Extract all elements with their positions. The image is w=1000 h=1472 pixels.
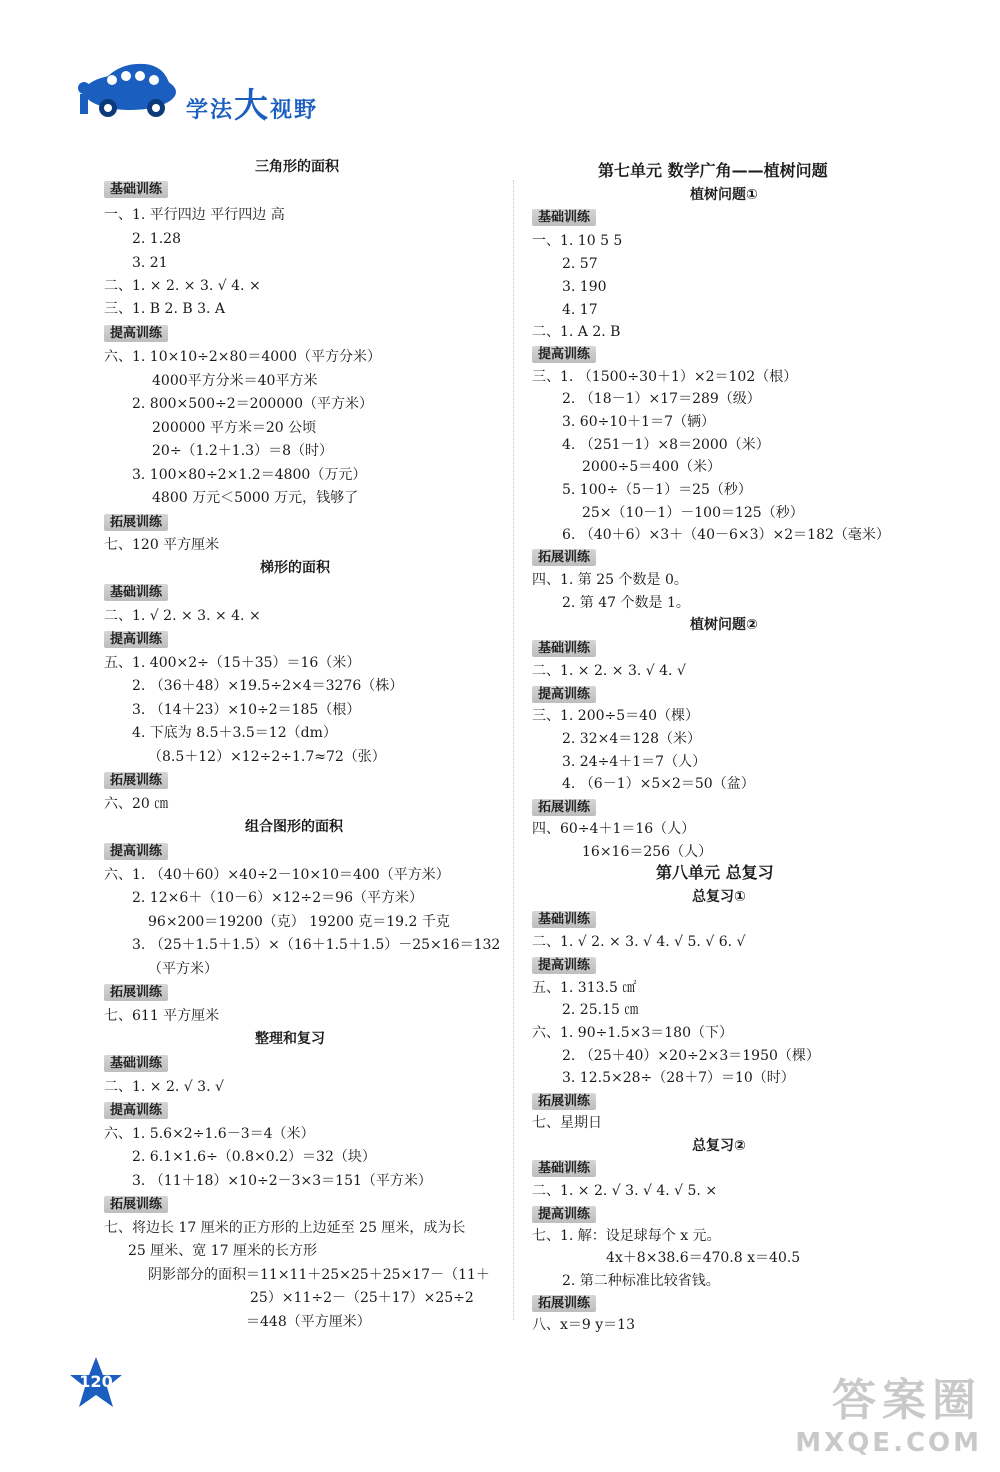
answer-line: 3. 190 <box>562 279 607 295</box>
answer-line: 一、1. 10 5 5 <box>532 233 623 249</box>
answer-line: 96×200＝19200（克） 19200 克＝19.2 千克 <box>148 914 450 930</box>
answer-line: 3. 12.5×28÷（28＋7）＝10（时） <box>562 1070 795 1086</box>
tag-label: 提高训练 <box>532 957 596 974</box>
answer-line: 六、1. 90÷1.5×3＝180（下） <box>532 1025 733 1041</box>
answer-line: 五、1. 313.5 ㎠ <box>532 980 637 996</box>
tag-label: 拓展训练 <box>532 1093 596 1110</box>
section-title: 植树问题① <box>690 187 758 203</box>
answer-line: 八、x＝9 y＝13 <box>532 1317 635 1333</box>
car-icon <box>70 50 190 120</box>
answer-line: 2. 25.15 ㎝ <box>562 1002 639 1018</box>
answer-line: （8.5＋12）×12÷2÷1.7≈72（张） <box>148 749 386 765</box>
answer-line: 六、1. 5.6×2÷1.6－3＝4（米） <box>104 1126 315 1142</box>
answer-line: 6. （40＋6）×3＋（40－6×3）×2＝182（毫米） <box>562 527 890 543</box>
answer-line: 2. 6.1×1.6÷（0.8×0.2）＝32（块） <box>132 1149 376 1165</box>
answer-line: 4x＋8×38.6＝470.8 x＝40.5 <box>606 1250 801 1266</box>
answer-line: 二、1. √ 2. × 3. × 4. × <box>104 608 261 624</box>
tag-label: 提高训练 <box>532 1206 596 1223</box>
tag-label: 提高训练 <box>104 325 168 342</box>
answer-line: 七、611 平方厘米 <box>104 1008 220 1024</box>
watermark <box>795 1364 982 1458</box>
answer-line: 200000 平方米＝20 公顷 <box>152 420 317 436</box>
tag-label: 提高训练 <box>532 346 596 363</box>
answer-line: 二、1. × 2. × 3. √ 4. × <box>104 278 261 294</box>
answer-line: 七、120 平方厘米 <box>104 537 220 553</box>
answer-line: 5. 100÷（5－1）＝25（秒） <box>562 482 752 498</box>
section-title: 总复习① <box>692 889 746 905</box>
tag-label: 拓展训练 <box>104 772 168 789</box>
watermark-big: 答案圈 <box>832 1375 982 1426</box>
answer-line: 六、1. （40＋60）×40÷2－10×10＝400（平方米） <box>104 867 450 883</box>
answer-line: 3. 21 <box>132 255 168 271</box>
tag-label: 拓展训练 <box>532 799 596 816</box>
answer-line: 4. 17 <box>562 302 598 318</box>
answer-line: 三、1. 200÷5＝40（棵） <box>532 708 699 724</box>
answer-line: 3. （14＋23）×10÷2＝185（根） <box>132 702 361 718</box>
answer-line: 六、20 ㎝ <box>104 796 169 812</box>
answer-line: 3. （25＋1.5＋1.5）×（16＋1.5＋1.5）－25×16＝132 <box>132 937 501 953</box>
answer-line: 2. （25＋40）×20÷2×3＝1950（棵） <box>562 1048 820 1064</box>
answer-line: 4. （251－1）×8＝2000（米） <box>562 437 770 453</box>
answer-line: 4000平方分米＝40平方米 <box>152 373 318 389</box>
tag-label: 提高训练 <box>104 843 168 860</box>
answer-line: 25 厘米、宽 17 厘米的长方形 <box>128 1243 317 1259</box>
tag-label: 基础训练 <box>532 1160 596 1177</box>
answer-line: 4800 万元＜5000 万元，钱够了 <box>152 490 359 506</box>
answer-line: 一、1. 平行四边 平行四边 高 <box>104 207 285 223</box>
logo-text-pre: 学法 <box>186 98 235 123</box>
answer-line: 3. 24÷4＋1＝7（人） <box>562 754 707 770</box>
tag-label: 基础训练 <box>532 640 596 657</box>
answer-line: 2. 第 47 个数是 1。 <box>562 595 690 611</box>
answer-line: 2. 12×6＋（10－6）×12÷2＝96（平方米） <box>132 890 423 906</box>
logo-text-post: 视野 <box>270 98 319 123</box>
answer-line: 二、1. A 2. B <box>532 324 621 340</box>
section-title: 梯形的面积 <box>260 560 330 576</box>
section-title: 整理和复习 <box>255 1031 325 1047</box>
answer-line: 4. 下底为 8.5＋3.5＝12（dm） <box>132 725 337 741</box>
answer-line: 二、1. × 2. × 3. √ 4. √ <box>532 663 686 679</box>
tag-label: 基础训练 <box>532 911 596 928</box>
answer-line: 四、60÷4＋1＝16（人） <box>532 821 696 837</box>
column-divider <box>513 180 514 1320</box>
answer-line: 25）×11÷2－（25＋17）×25÷2 <box>250 1290 474 1306</box>
answer-line: 2. （36＋48）×19.5÷2×4＝3276（株） <box>132 678 404 694</box>
answer-line: 七、将边长 17 厘米的正方形的上边延至 25 厘米，成为长 <box>104 1220 466 1236</box>
answer-line: 六、1. 10×10÷2×80＝4000（平方分米） <box>104 349 381 365</box>
answer-line: 五、1. 400×2÷（15＋35）＝16（米） <box>104 655 361 671</box>
section-title: 植树问题② <box>690 617 758 633</box>
tag-label: 基础训练 <box>104 584 168 601</box>
unit-title: 第八单元 总复习 <box>656 863 774 882</box>
answer-line: 16×16＝256（人） <box>582 844 713 860</box>
tag-label: 提高训练 <box>104 631 168 648</box>
answer-line: 2. 800×500÷2＝200000（平方米） <box>132 396 374 412</box>
answer-line: 3. （11＋18）×10÷2－3×3＝151（平方米） <box>132 1173 432 1189</box>
answer-line: 2. 第二种标准比较省钱。 <box>562 1273 720 1289</box>
answer-line: 3. 60÷10＋1＝7（辆） <box>562 414 715 430</box>
answer-line: ＝448（平方厘米） <box>246 1314 371 1330</box>
section-title: 总复习② <box>692 1138 746 1154</box>
logo-title <box>186 78 318 127</box>
answer-line: 25×（10－1）－100＝125（秒） <box>582 505 804 521</box>
tag-label: 拓展训练 <box>104 1196 168 1213</box>
answer-line: 阴影部分的面积＝11×11＋25×25＋25×17－（11＋ <box>148 1267 490 1283</box>
answer-line: 2. 1.28 <box>132 231 181 247</box>
logo-text-big: 大 <box>234 86 271 126</box>
page-number-badge <box>68 1355 124 1411</box>
answer-line: 20÷（1.2＋1.3）＝8（时） <box>152 443 333 459</box>
tag-label: 拓展训练 <box>104 514 168 531</box>
watermark-small: MXQE.COM <box>795 1428 982 1458</box>
answer-line: （平方米） <box>148 961 218 977</box>
tag-label: 基础训练 <box>532 209 596 226</box>
tag-label: 基础训练 <box>104 181 168 198</box>
section-title: 三角形的面积 <box>255 159 339 175</box>
tag-label: 提高训练 <box>532 686 596 703</box>
answer-line: 二、1. × 2. √ 3. √ 4. √ 5. × <box>532 1183 718 1199</box>
tag-label: 拓展训练 <box>532 549 596 566</box>
tag-label: 拓展训练 <box>532 1295 596 1312</box>
tag-label: 提高训练 <box>104 1102 168 1119</box>
answer-line: 三、1. （1500÷30＋1）×2＝102（根） <box>532 369 798 385</box>
answer-line: 七、星期日 <box>532 1115 602 1131</box>
answer-line: 2. （18－1）×17＝289（级） <box>562 391 761 407</box>
tag-label: 拓展训练 <box>104 984 168 1001</box>
page-number: 120 <box>79 1372 113 1391</box>
answer-line: 4. （6－1）×5×2＝50（盆） <box>562 776 755 792</box>
unit-title: 第七单元 数学广角——植树问题 <box>598 161 828 180</box>
answer-line: 2. 57 <box>562 256 598 272</box>
answer-line: 三、1. B 2. B 3. A <box>104 301 226 317</box>
answer-line: 3. 100×80÷2×1.2＝4800（万元） <box>132 467 367 483</box>
answer-line: 二、1. √ 2. × 3. √ 4. √ 5. √ 6. √ <box>532 934 746 950</box>
answer-line: 七、1. 解：设足球每个 x 元。 <box>532 1228 721 1244</box>
section-title: 组合图形的面积 <box>245 819 343 835</box>
answer-line: 2000÷5＝400（米） <box>582 459 721 475</box>
answer-line: 四、1. 第 25 个数是 0。 <box>532 572 688 588</box>
answer-line: 2. 32×4＝128（米） <box>562 731 701 747</box>
answer-line: 二、1. × 2. √ 3. √ <box>104 1079 224 1095</box>
tag-label: 基础训练 <box>104 1055 168 1072</box>
